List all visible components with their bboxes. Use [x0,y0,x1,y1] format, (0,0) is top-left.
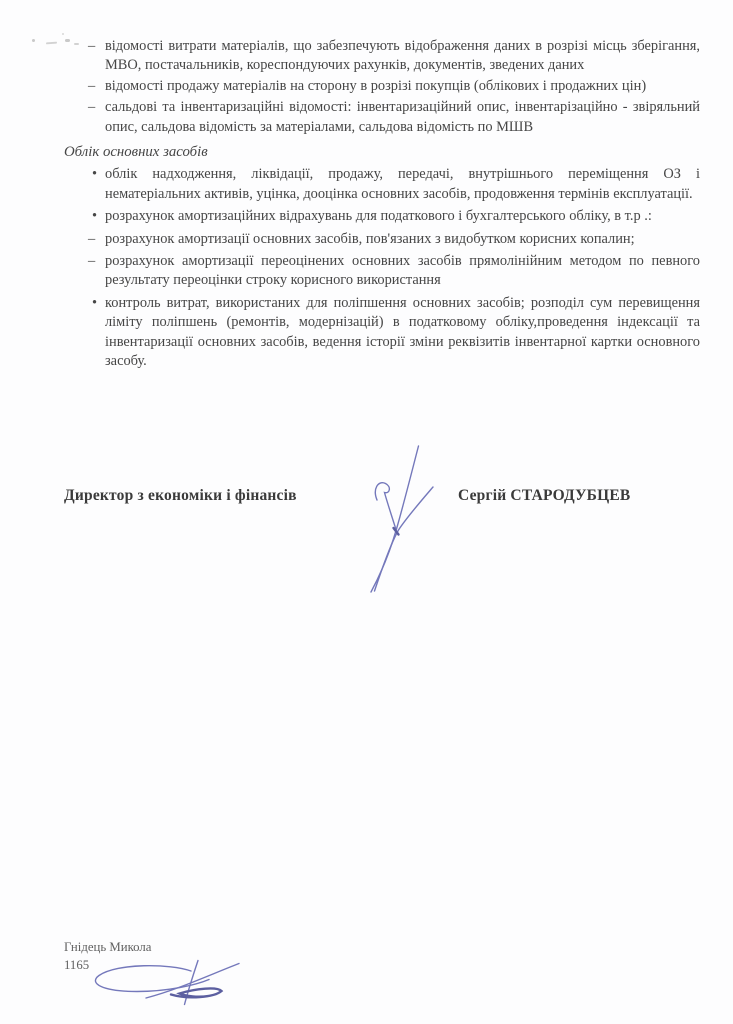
list-item-text: сальдові та інвентаризаційні відомості: інвентаризаційний опис, інвентарізаційно - звіряльний опис, сальдова відомість за матеріалами, сальдова відомість по МШВ [105,99,700,135]
list-item [64,207,700,226]
director-signature [350,435,450,613]
section-heading: Облік основних засобів [64,144,208,161]
list-item-text: контроль витрат, використаних для поліпшення основних засобів; розподіл сум перевищення ліміту поліпшень (ремонтів, модернізацій) в податковому обліку,проведення індексації та інвентаризації основних засобів, ведення історії зміни реквізитів інвентарної картки основного засобу. [105,294,700,370]
list-item [64,98,700,137]
footer-person-name: Гнідець Микола [64,940,152,954]
list-marker: – [88,99,96,116]
list-item [64,37,700,76]
list-item [64,230,700,249]
signature-stroke [375,483,396,530]
list-marker: • [92,166,98,183]
footer-number: 1165 [64,958,90,972]
list-item-text: відомості витрати матеріалів, що забезпечують відображення даних в розрізі місць зберігання, МВО, постачальників, кореспондуючих рахунків, документів, зведених даних [105,38,700,74]
scan-artifact [62,33,64,35]
list-marker: • [92,208,98,225]
scan-artifact [32,39,35,42]
signature-stroke [371,446,419,592]
signature-stroke [146,964,239,999]
list-item [64,165,700,204]
list-marker: – [88,38,96,54]
list-marker: – [88,230,96,247]
list-marker: – [88,78,96,95]
list-item-text: розрахунок амортизаційних відрахувань для податкового і бухгалтерського обліку, в т.р .: [105,208,652,225]
list-item [64,294,700,372]
materials-list [64,37,700,137]
signatory-name: Сергій СТАРОДУБЦЕВ [458,487,631,504]
list-item-text: розрахунок амортизації переоцінених основних засобів прямолінійним методом по певного результату переоцінки строку корисного використання [105,253,700,289]
document-body [64,37,700,373]
list-item-text: розрахунок амортизації основних засобів, пов'язаних з видобутком корисних копалин; [105,230,635,247]
scan-artifact [46,42,57,45]
list-item [64,77,700,96]
list-item-text: облік надходження, ліквідації, продажу, передачі, внутрішнього переміщення ОЗ і нематеріальних активів, уцінка, дооцінка основних засобів, продовження термінів експлуатації. [105,166,700,202]
footer-signature [84,950,250,1012]
signature-stroke [171,988,222,997]
list-item [64,252,700,291]
signatory-role: Директор з економіки і фінансів [64,487,297,504]
fixed-assets-list [64,165,700,371]
list-marker: • [92,294,98,311]
list-item-text: відомості продажу матеріалів на сторону в розрізі покупців (облікових і продажних цін) [105,78,647,95]
list-marker: – [88,253,96,270]
